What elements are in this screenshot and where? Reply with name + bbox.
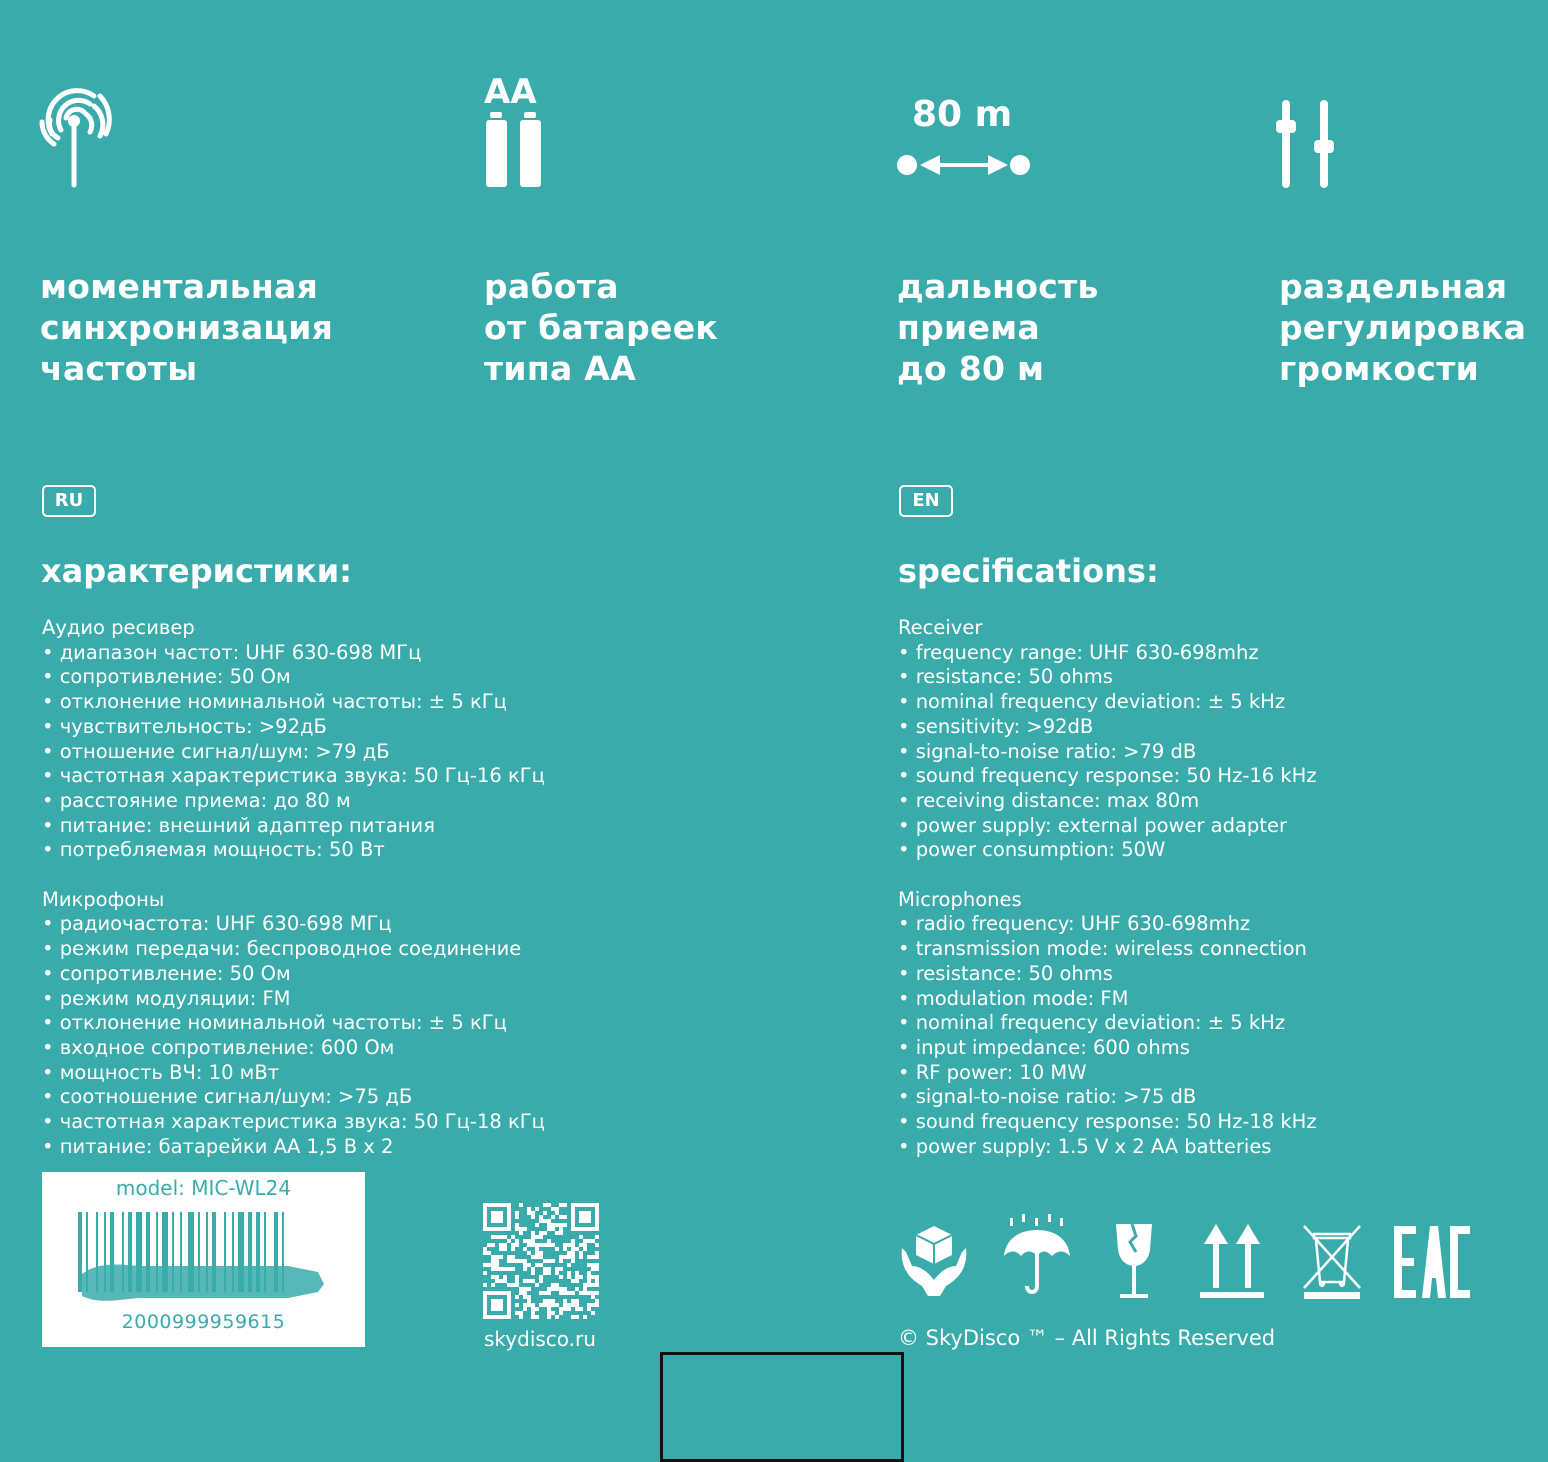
en-microphones-title: Microphones [898,887,1022,911]
spec-item: • sensitivity: >92dB [898,714,1094,738]
spec-item: • resistance: 50 ohms [898,665,1113,689]
spec-item: • sound frequency response: 50 Hz-18 kHz [898,1110,1317,1134]
en-receiver-title: Receiver [898,616,983,639]
spec-item: • режим передачи: беспроводное соединение [42,937,522,961]
spec-item: • диапазон частот: UHF 630-698 МГц [42,640,422,664]
feature-title-batteries: работа от батареек типа АА [484,267,719,388]
en-microphones-group [898,888,1317,1160]
ru-spec-list [42,616,545,1184]
ru-badge: RU [42,485,96,517]
qr-code-icon[interactable] [483,1203,599,1319]
spec-item: • отношение сигнал/шум: >79 дБ [42,739,390,763]
en-badge: EN [899,485,953,517]
aa-icon-label: AA [484,72,537,112]
spec-item: • питание: внешний адаптер питания [42,813,435,837]
barcode-bars-icon [78,1212,330,1308]
spec-item: • сопротивление: 50 Ом [42,961,291,985]
spec-item: • nominal frequency deviation: ± 5 kHz [898,1011,1286,1035]
spec-item: • sound frequency response: 50 Hz-16 kHz [898,764,1317,788]
spec-item: • signal-to-noise ratio: >79 dB [898,739,1197,763]
ru-receiver-title: Аудио ресивер [42,616,195,639]
spec-item: • соотношение сигнал/шум: >75 дБ [42,1085,413,1109]
spec-item: • частотная характеристика звука: 50 Гц-18 кГц [42,1110,545,1134]
fragile-glass-icon [1112,1222,1156,1302]
handle-with-care-icon [898,1222,970,1300]
range-icon-label: 80 m [912,94,1013,135]
feature-title-sync: моментальная синхронизация частоты [40,267,334,388]
feature-title-range: дальность приема до 80 м [897,267,1099,388]
spec-item: • radio frequency: UHF 630-698mhz [898,912,1251,936]
ru-microphones-title: Микрофоны [42,887,165,911]
no-trash-bin-icon [1300,1222,1364,1302]
en-spec-list [898,616,1317,1184]
en-receiver-group [898,616,1317,863]
this-way-up-icon [1198,1222,1266,1302]
ru-receiver-group [42,616,545,863]
spec-item: • signal-to-noise ratio: >75 dB [898,1085,1197,1109]
spec-item: • режим модуляции: FM [42,986,291,1010]
spec-item: • modulation mode: FM [898,986,1129,1010]
spec-item: • потребляемая мощность: 50 Вт [42,838,385,862]
spec-item: • входное сопротивление: 600 Ом [42,1035,395,1059]
barcode-card [42,1172,365,1347]
barcode-model: model: MIC-WL24 [115,1176,292,1200]
spec-item: • отклонение номинальной частоты: ± 5 кГц [42,690,507,714]
spec-item: • чувствительность: >92дБ [42,714,327,738]
spec-item: • resistance: 50 ohms [898,961,1113,985]
spec-item: • power consumption: 50W [898,838,1166,862]
spec-item: • расстояние приема: до 80 м [42,788,351,812]
spec-item: • питание: батарейки АА 1,5 В х 2 [42,1134,394,1158]
barcode-number: 2000999959615 [121,1311,286,1333]
website-link[interactable]: skydisco.ru [484,1327,596,1351]
copyright-text: © SkyDisco ™ – All Rights Reserved [898,1326,1276,1350]
spec-item: • input impedance: 600 ohms [898,1035,1190,1059]
spec-item: • мощность ВЧ: 10 мВт [42,1060,280,1084]
spec-item: • power supply: 1.5 V x 2 AA batteries [898,1134,1272,1158]
spec-item: • сопротивление: 50 Ом [42,665,291,689]
ru-spec-heading: характеристики: [41,552,352,590]
volume-sliders-icon [1274,100,1340,192]
antenna-sync-icon [38,88,114,194]
spec-item: • частотная характеристика звука: 50 Гц-16 кГц [42,764,545,788]
ru-microphones-group [42,888,545,1160]
feature-title-volume: раздельная регулировка громкости [1279,267,1527,388]
spec-item: • радиочастота: UHF 630-698 МГц [42,912,392,936]
eac-mark-icon [1394,1226,1470,1298]
en-spec-heading: specifications: [898,552,1159,590]
spec-item: • frequency range: UHF 630-698mhz [898,640,1259,664]
spec-item: • RF power: 10 MW [898,1060,1087,1084]
keep-dry-umbrella-icon [1000,1212,1074,1298]
spec-item: • power supply: external power adapter [898,813,1287,837]
spec-item: • отклонение номинальной частоты: ± 5 кГц [42,1011,507,1035]
spec-item: • transmission mode: wireless connection [898,937,1307,961]
aa-batteries-icon [486,112,544,192]
spec-item: • receiving distance: max 80m [898,788,1200,812]
range-arrow-icon [896,150,1032,184]
spec-item: • nominal frequency deviation: ± 5 kHz [898,690,1286,714]
